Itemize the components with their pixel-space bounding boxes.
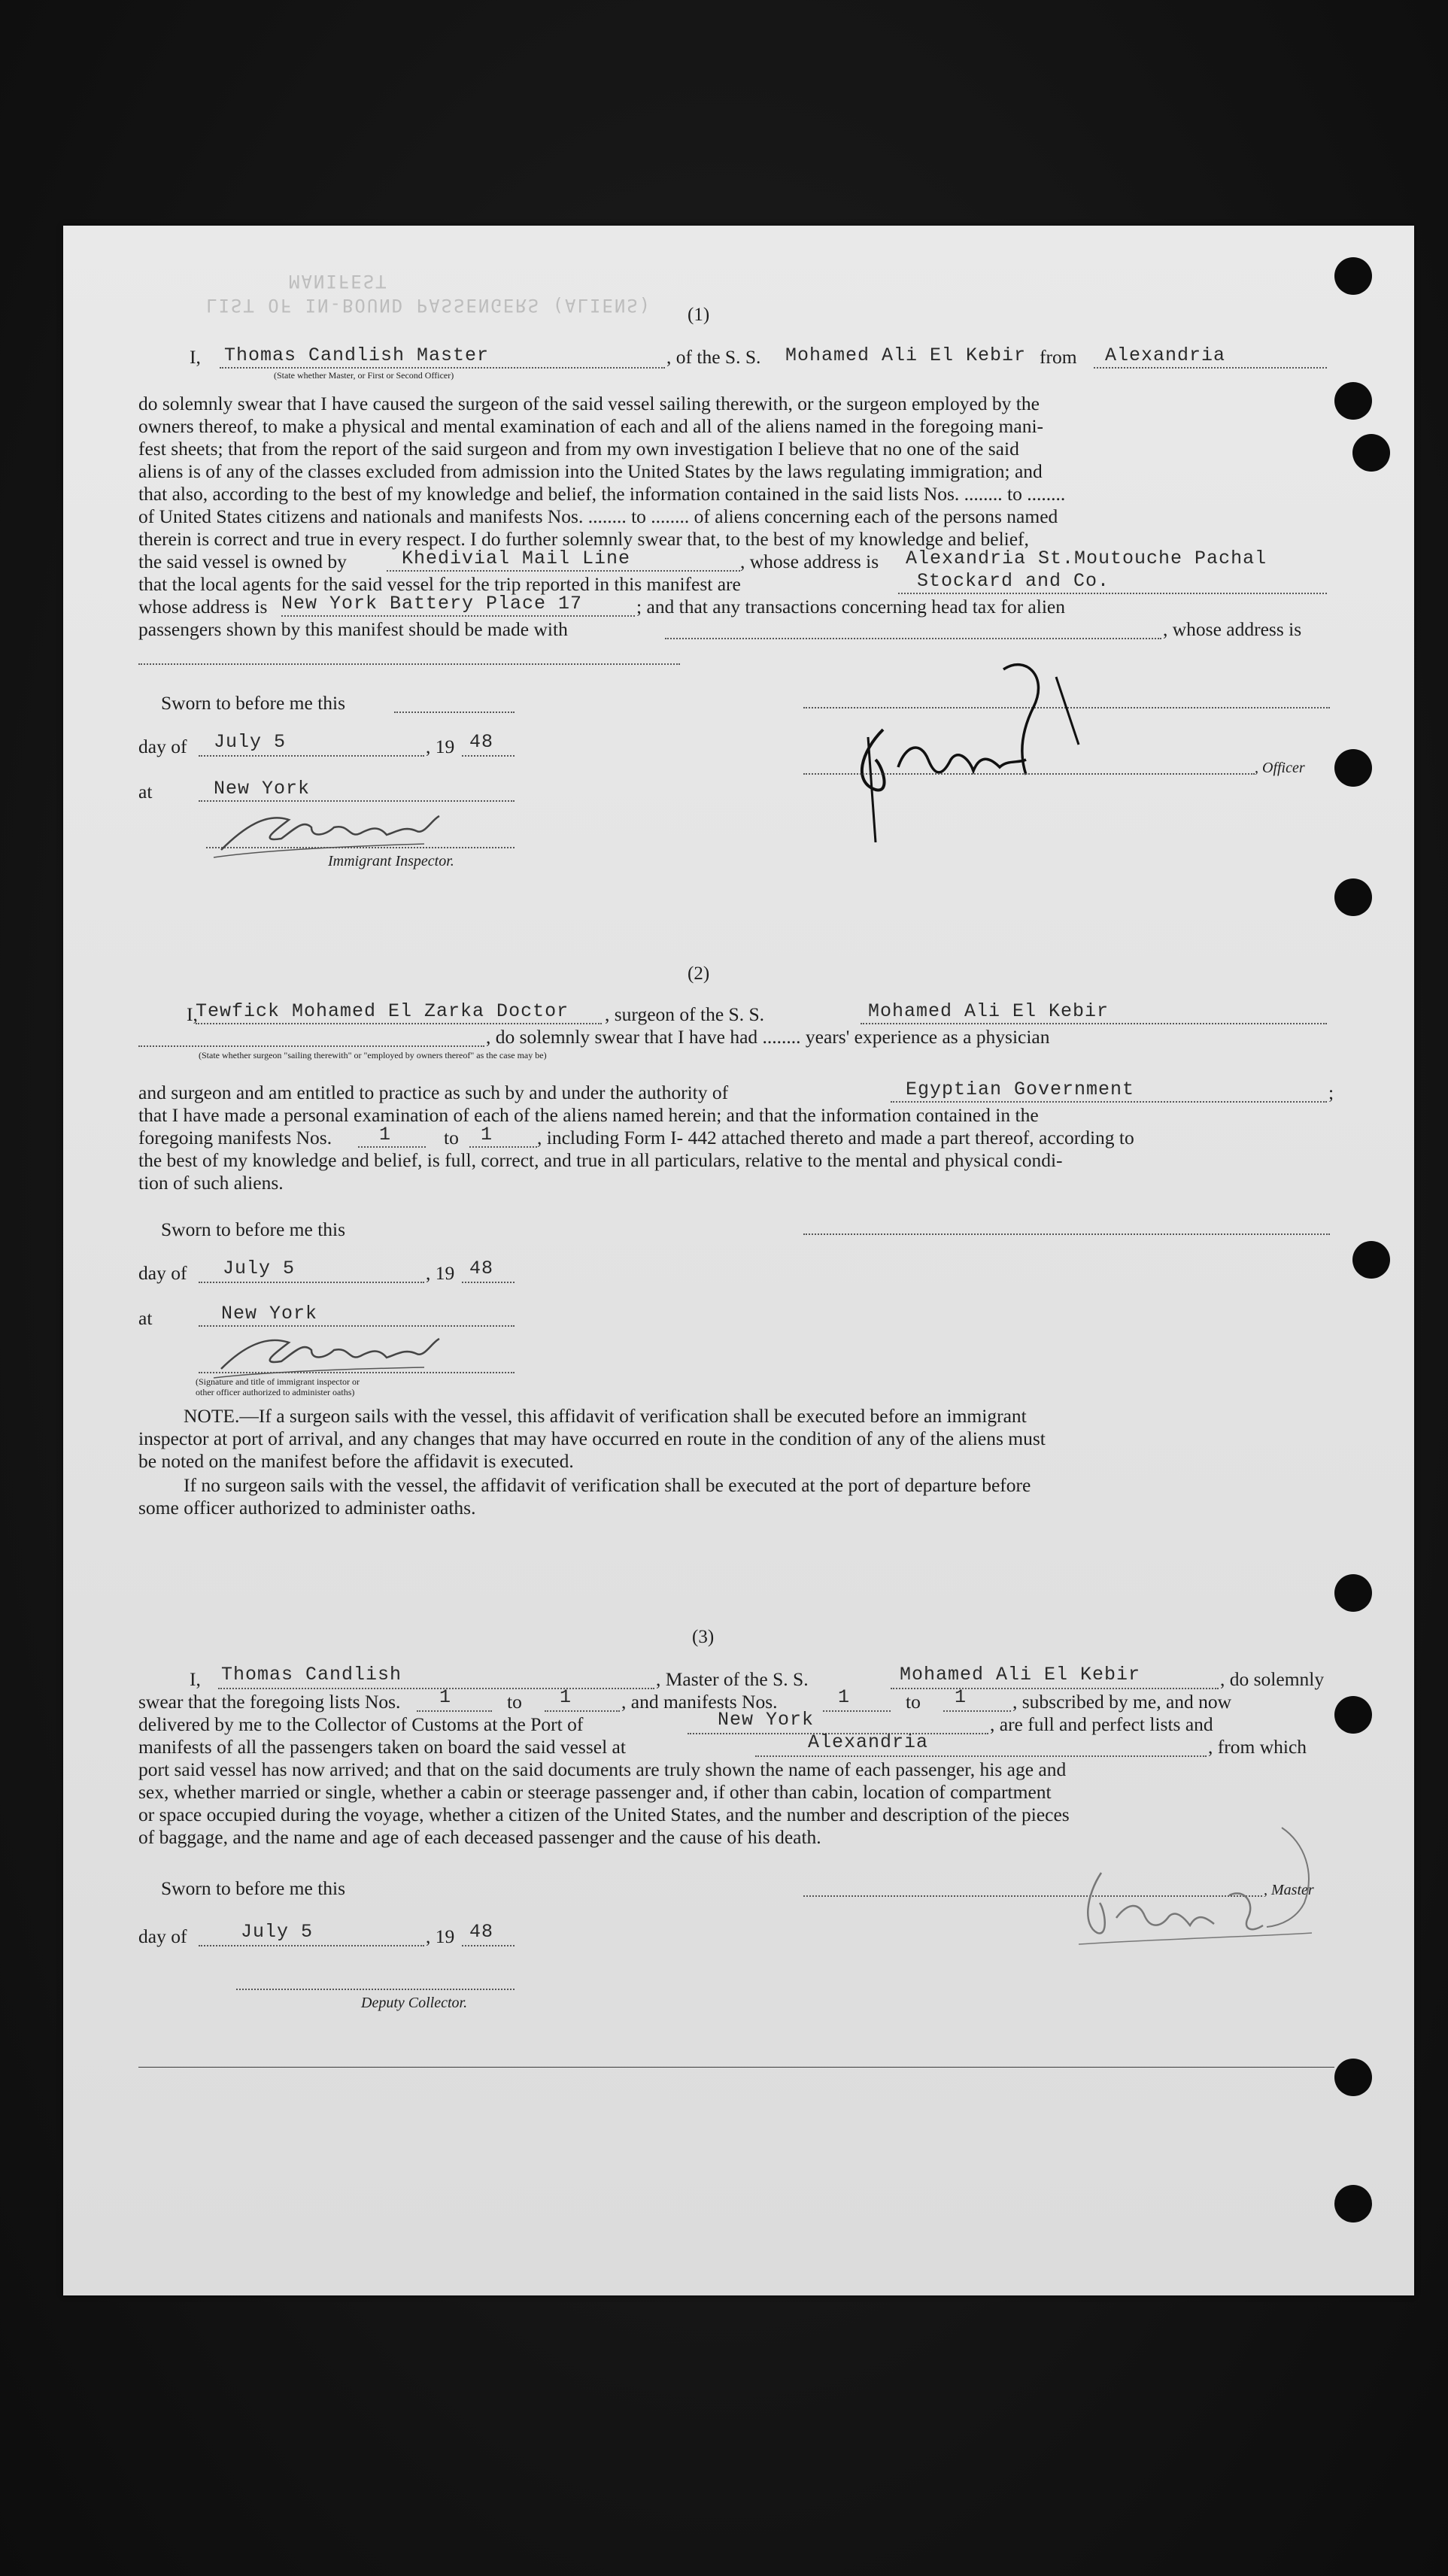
- section-1-line-2: owners thereof, to make a physical and mental examination of each and all of the aliens named in the foregoing mani-: [138, 415, 1044, 437]
- note-line-5: some officer authorized to administer oaths.: [138, 1497, 476, 1519]
- surgeon-name-field: Tewfick Mohamed El Zarka Doctor: [196, 1000, 569, 1022]
- binder-hole-6: [1352, 1241, 1390, 1279]
- section-1-year-prefix: , 19: [426, 736, 455, 757]
- master-caption: , Master: [1264, 1882, 1314, 1898]
- authority-label: and surgeon and am entitled to practice as such by and under the authority of: [138, 1082, 729, 1103]
- binder-hole-5: [1334, 878, 1372, 916]
- authority-semicolon: ;: [1328, 1082, 1334, 1103]
- surgeon-name-line: [196, 1023, 602, 1024]
- section-1-line-3: fest sheets; that from the report of the said surgeon and from my own investigation I believe that no one of the said: [138, 438, 1019, 460]
- binder-hole-4: [1334, 749, 1372, 787]
- agents-label: that the local agents for the said vessel for the trip reported in this manifest are: [138, 573, 741, 595]
- binder-hole-10: [1334, 2185, 1372, 2223]
- section-2-place-field: New York: [221, 1303, 318, 1324]
- binder-hole-3: [1352, 434, 1390, 472]
- manifests-form-label: , including Form I- 442 attached thereto and made a part thereof, according to: [537, 1127, 1134, 1148]
- surgeon-status-caption: (State whether surgeon "sailing therewith" or "employed by owners thereof" as the case may be): [199, 1050, 547, 1060]
- section-1-sworn-line: [394, 712, 515, 713]
- manifests-label: foregoing manifests Nos.: [138, 1127, 332, 1148]
- owner-field: Khedivial Mail Line: [402, 548, 631, 569]
- section-2-to-label: to: [444, 1127, 459, 1148]
- master-signature: [1056, 1813, 1334, 1963]
- section-2-manifest-from: 1: [379, 1124, 392, 1145]
- surgeon-status-line: [138, 1045, 484, 1047]
- port-field: New York: [718, 1709, 815, 1731]
- section-2-manifest-to-line: [469, 1146, 537, 1148]
- manifests-of-label: manifests of all the passengers taken on board the said vessel at: [138, 1736, 626, 1758]
- list-to-line: [545, 1710, 620, 1712]
- section-3-from-port-line: [755, 1755, 1207, 1757]
- officer-caption: , Officer: [1255, 760, 1305, 776]
- section-3-year-line: [462, 1945, 515, 1946]
- section-2-vessel-line: [861, 1023, 1327, 1024]
- officer-line: [803, 773, 1255, 775]
- section-3-line-4: of baggage, and the name and age of each deceased passenger and the cause of his death.: [138, 1826, 821, 1848]
- section-3-to-label-1: to: [507, 1691, 522, 1713]
- master-name-field: Thomas Candlish Master: [224, 344, 490, 366]
- section-3-manifest-from: 1: [838, 1686, 851, 1708]
- section-3-number: (3): [692, 1627, 715, 1647]
- section-2-line-personal: that I have made a personal examination of each of the aliens named herein; and that the information contained in the: [138, 1104, 1039, 1126]
- sig-caption-line-1: (Signature and title of immigrant inspector or: [196, 1376, 360, 1387]
- inspector-signature-2: [199, 1324, 469, 1384]
- note-line-3: be noted on the manifest before the affidavit is executed.: [138, 1450, 574, 1472]
- section-2-year-line: [462, 1282, 515, 1283]
- section-1-line-7: therein is correct and true in every respect. I do further solemnly swear that, to the best of my knowledge and belief,: [138, 528, 1029, 550]
- section-1-year-field: 48: [469, 731, 494, 753]
- section-2-date-field: July 5: [223, 1258, 296, 1279]
- from-label: from: [1040, 346, 1077, 368]
- inspector-caption: Immigrant Inspector.: [328, 853, 454, 869]
- head-tax-address-line: [138, 663, 680, 665]
- section-3-to-label-2: to: [906, 1691, 921, 1713]
- section-3-date-line: [199, 1945, 424, 1946]
- section-1-line-4: aliens is of any of the classes excluded from admission into the United States by the laws regulating immigration; and: [138, 460, 1043, 482]
- section-1-at-label: at: [138, 781, 153, 803]
- owner-line: [387, 570, 740, 572]
- section-3-manifest-to: 1: [955, 1686, 967, 1708]
- section-3-date-field: July 5: [241, 1921, 314, 1943]
- section-2-at-label: at: [138, 1307, 153, 1329]
- section-3-sworn: Sworn to before me this: [161, 1877, 346, 1899]
- section-1-line-5: that also, according to the best of my knowledge and belief, the information contained in the said lists Nos. ........ to ........: [138, 483, 1066, 505]
- note-line-4: If no surgeon sails with the vessel, the affidavit of verification shall be executed at the port of departure before: [184, 1474, 1031, 1496]
- section-2-manifest-from-line: [358, 1146, 426, 1148]
- owner-address-label: , whose address is: [740, 551, 879, 572]
- bleed-through-subheader: MANIFEST: [289, 271, 388, 292]
- section-1-number: (1): [688, 305, 710, 325]
- from-which-label: , from which: [1208, 1736, 1307, 1758]
- section-3-from-port-field: Alexandria: [808, 1731, 929, 1753]
- master-name-line: [220, 367, 665, 369]
- note-line-2: inspector at port of arrival, and any changes that may have occurred en route in the condition of any of the aliens must: [138, 1428, 1046, 1449]
- section-2-date-line: [199, 1282, 424, 1283]
- section-3-day-label: day of: [138, 1925, 187, 1947]
- agents-address-label: whose address is: [138, 596, 268, 617]
- owner-address-field: Alexandria St.Moutouche Pachal: [906, 548, 1267, 569]
- full-lists-label: , are full and perfect lists and: [990, 1713, 1213, 1735]
- section-1-date-line: [199, 755, 424, 757]
- section-1-day-label: day of: [138, 736, 187, 757]
- section-3-manifest-to-line: [943, 1710, 1011, 1712]
- note-line-1: NOTE.—If a surgeon sails with the vessel, this affidavit of verification shall be executed before an immigrant: [184, 1405, 1027, 1427]
- section-1-year-line: [462, 755, 515, 757]
- binder-hole-1: [1334, 257, 1372, 295]
- passengers-label: passengers shown by this manifest should be made with: [138, 618, 568, 640]
- surgeon-of-label: , surgeon of the S. S.: [605, 1003, 765, 1025]
- departure-port-field: Alexandria: [1105, 344, 1226, 366]
- vessel-name-field: Mohamed Ali El Kebir: [785, 344, 1027, 366]
- section-2-number: (2): [688, 963, 710, 984]
- departure-port-line: [1094, 367, 1327, 369]
- agents-line: [898, 593, 1327, 594]
- solemnly-label: , do solemnly: [1220, 1668, 1325, 1690]
- section-2-prefix: I,: [187, 1003, 198, 1025]
- section-2-manifest-to: 1: [481, 1124, 493, 1145]
- and-manifests-label: , and manifests Nos.: [621, 1691, 778, 1713]
- owned-by-label: the said vessel is owned by: [138, 551, 347, 572]
- section-3-manifest-from-line: [823, 1710, 891, 1712]
- whose-address-label: , whose address is: [1163, 618, 1302, 640]
- officer-signature: [830, 647, 1116, 842]
- swear-lists-label: swear that the foregoing lists Nos.: [138, 1691, 401, 1713]
- section-3-vessel-line: [891, 1688, 1219, 1689]
- section-3-master-line: [218, 1688, 654, 1689]
- section-3-line-3: or space occupied during the voyage, whether a citizen of the United States, and the number and description of the pieces: [138, 1804, 1070, 1825]
- inspector-2-sign-line: [199, 1372, 515, 1373]
- list-from-field: 1: [439, 1686, 452, 1708]
- rank-caption: (State whether Master, or First or Second Officer): [274, 370, 454, 381]
- binder-hole-9: [1334, 2059, 1372, 2096]
- section-3-line-1: port said vessel has now arrived; and that on the said documents are truly shown the name of each passenger, his age and: [138, 1758, 1067, 1780]
- section-3-vessel-field: Mohamed Ali El Kebir: [900, 1664, 1141, 1685]
- section-3-prefix: I,: [190, 1668, 201, 1690]
- of-ss-label: , of the S. S.: [666, 346, 761, 368]
- section-3-master-field: Thomas Candlish: [221, 1664, 402, 1685]
- authority-field: Egyptian Government: [906, 1079, 1135, 1100]
- binder-hole-8: [1334, 1696, 1372, 1734]
- section-1-sworn: Sworn to before me this: [161, 692, 346, 714]
- section-1-prefix: I,: [190, 346, 201, 368]
- passengers-line: [665, 638, 1161, 639]
- section-1-date-field: July 5: [214, 731, 287, 753]
- section-3-year-field: 48: [469, 1921, 494, 1943]
- inspector-sign-line: [206, 847, 515, 848]
- section-2-line-aliens: tion of such aliens.: [138, 1172, 284, 1194]
- binder-hole-2: [1334, 382, 1372, 420]
- document-page: [63, 226, 1414, 2295]
- bleed-through-header: LIST OF IN-BOUND PASSENGERS (ALIENS): [206, 295, 652, 316]
- section-2-sworn: Sworn to before me this: [161, 1218, 346, 1240]
- binder-hole-7: [1334, 1574, 1372, 1612]
- section-2-swear-line: , do solemnly swear that I have had ........ years' experience as a physician: [486, 1026, 1050, 1048]
- collector-sign-line: [236, 1989, 515, 1990]
- section-2-line-best: the best of my knowledge and belief, is full, correct, and true in all particulars, relative to the mental and physical condi-: [138, 1149, 1063, 1171]
- section-1-line-6: of United States citizens and nationals and manifests Nos. ........ to ........ of aliens concerning each of the persons named: [138, 505, 1058, 527]
- section-1-line-1: do solemnly swear that I have caused the surgeon of the said vessel sailing therewith, or the surgeon employed by the: [138, 393, 1040, 414]
- bottom-rule: [138, 2067, 1334, 2068]
- list-from-line: [417, 1710, 492, 1712]
- section-1-place-field: New York: [214, 778, 311, 800]
- section-3-year-prefix: , 19: [426, 1925, 455, 1947]
- section-2-day-label: day of: [138, 1262, 187, 1284]
- section-3-master-label: , Master of the S. S.: [656, 1668, 809, 1690]
- surgeon-sign-line: [803, 1233, 1330, 1235]
- sig-caption-line-2: other officer authorized to administer oaths): [196, 1387, 355, 1397]
- section-2-year-field: 48: [469, 1258, 494, 1279]
- delivered-label: delivered by me to the Collector of Customs at the Port of: [138, 1713, 584, 1735]
- subscribed-label: , subscribed by me, and now: [1012, 1691, 1232, 1713]
- section-3-line-2: sex, whether married or single, whether a cabin or steerage passenger and, if other than cabin, location of compartment: [138, 1781, 1052, 1803]
- section-2-year-prefix: , 19: [426, 1262, 455, 1284]
- list-to-field: 1: [560, 1686, 572, 1708]
- head-tax-label: ; and that any transactions concerning head tax for alien: [636, 596, 1065, 617]
- section-2-vessel-field: Mohamed Ali El Kebir: [868, 1000, 1110, 1022]
- agents-field: Stockard and Co.: [917, 570, 1110, 592]
- collector-caption: Deputy Collector.: [361, 1995, 468, 2011]
- agents-address-line: [281, 615, 635, 617]
- authority-line: [891, 1101, 1327, 1103]
- agents-address-field: New York Battery Place 17: [281, 593, 583, 614]
